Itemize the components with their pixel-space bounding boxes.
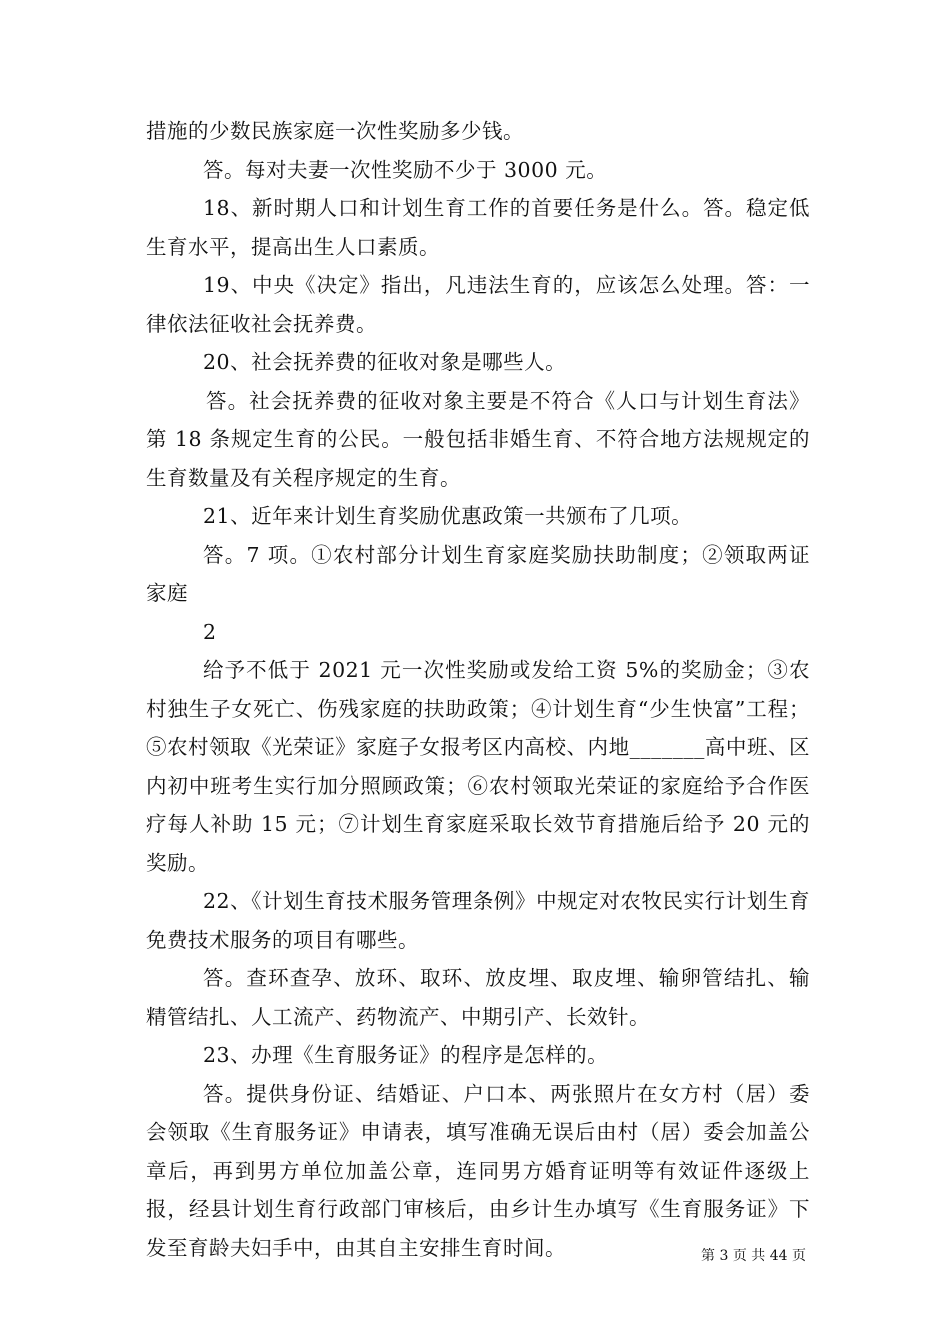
- answer-20: 答。社会抚养费的征收对象主要是不符合《人口与计划生育法》第 18 条规定生育的公民。一般包括非婚生育、不符合地方法规规定的生育数量及有关程序规定的生育。: [146, 388, 810, 490]
- question-19: 19、中央《决定》指出，凡违法生育的，应该怎么处理。答：一律依法征收社会抚养费。: [146, 273, 810, 336]
- answer-23: 答。提供身份证、结婚证、户口本、两张照片在女方村（居）委会领取《生育服务证》申请表，填写准确无误后由村（居）委会加盖公章后，再到男方单位加盖公章，连同男方婚育证明等有效证件逐级上报，经县计划生育行政部门审核后，由乡计生办填写《生育服务证》下发至育龄夫妇手中，由其自主安排生育时间。: [146, 1081, 810, 1260]
- answer-22: 答。查环查孕、放环、取环、放皮埋、取皮埋、输卵管结扎、输精管结扎、人工流产、药物流产、中期引产、长效针。: [146, 966, 810, 1029]
- document-body: [146, 112, 810, 1267]
- answer-17: 答。每对夫妻一次性奖励不少于 3000 元。: [203, 157, 608, 182]
- paragraph-continuation: 措施的少数民族家庭一次性奖励多少钱。: [146, 119, 524, 143]
- question-22: 22、《计划生育技术服务管理条例》中规定对农牧民实行计划生育免费技术服务的项目有哪些。: [146, 889, 810, 952]
- inline-page-number: 2: [203, 619, 217, 644]
- answer-21-part-2: 给予不低于 2021 元一次性奖励或发给工资 5%的奖励金；③农村独生子女死亡、伤残家庭的扶助政策；④计划生育“少生快富”工程；⑤农村领取《光荣证》家庭子女报考区内高校、内地_______高中班、区内初中班考生实行加分照顾政策；⑥农村领取光荣证的家庭给予合作医疗每人补助 15 元；⑦计划生育家庭采取长效节育措施后给予 20 元的奖励。: [146, 658, 810, 875]
- question-18: 18、新时期人口和计划生育工作的首要任务是什么。答。稳定低生育水平，提高出生人口素质。: [146, 196, 810, 259]
- answer-21-part-1: 答。7 项。①农村部分计划生育家庭奖励扶助制度；②领取两证家庭: [146, 542, 810, 605]
- question-21: 21、近年来计划生育奖励优惠政策一共颁布了几项。: [203, 504, 693, 528]
- question-23: 23、办理《生育服务证》的程序是怎样的。: [203, 1043, 609, 1067]
- question-20: 20、社会抚养费的征收对象是哪些人。: [203, 350, 567, 374]
- page-footer: 第 3 页 共 44 页: [701, 1248, 806, 1264]
